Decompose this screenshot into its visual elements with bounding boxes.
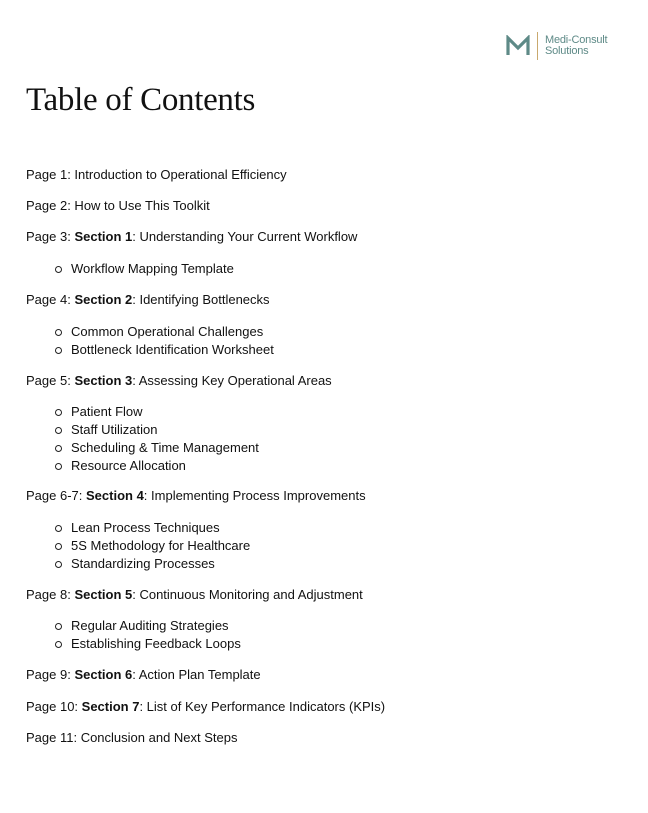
toc-entry-page-11: [26, 729, 606, 747]
toc-entry-section-2: [26, 291, 606, 309]
toc-entry-page: Page 3:: [26, 229, 75, 244]
toc-entry-section-7: [26, 698, 606, 716]
toc-entry-text: : Action Plan Template: [132, 667, 261, 682]
toc-entry-page-1: [26, 166, 606, 184]
toc-entry-text: : List of Key Performance Indicators (KPIs): [139, 699, 386, 714]
toc-entry-page: Page 10:: [26, 699, 82, 714]
toc-entry-text: : Implementing Process Improvements: [143, 488, 366, 503]
toc-entry-section-4: [26, 487, 606, 505]
logo-line-2: Solutions: [545, 45, 589, 57]
toc-sub-item: Regular Auditing Strategies: [26, 617, 606, 635]
toc-sublist-section-1: [26, 260, 606, 278]
toc-entry-text: : Identifying Bottlenecks: [132, 292, 270, 307]
toc-entry-section: Section 2: [74, 292, 133, 307]
toc-entry-text: Page 1: Introduction to Operational Efficiency: [26, 167, 287, 182]
toc-sub-item: Scheduling & Time Management: [26, 439, 606, 457]
toc-entry-text: Page 2: How to Use This Toolkit: [26, 198, 210, 213]
toc-entry-section: Section 5: [74, 587, 133, 602]
toc-sublist-section-4: [26, 519, 606, 573]
toc-sub-item: 5S Methodology for Healthcare: [26, 537, 606, 555]
logo-line-1: Medi-Consult: [545, 34, 608, 46]
toc-entry-section-3: [26, 372, 606, 390]
toc-entry-text: : Continuous Monitoring and Adjustment: [132, 587, 363, 602]
toc-sub-item: Standardizing Processes: [26, 555, 606, 573]
toc-sub-item: Resource Allocation: [26, 457, 606, 475]
toc-sub-item: Lean Process Techniques: [26, 519, 606, 537]
toc-entry-page-2: [26, 197, 606, 215]
toc-entry-section-5: [26, 586, 606, 604]
toc-entry-section: Section 3: [74, 373, 133, 388]
toc-sublist-section-3: [26, 403, 606, 475]
toc-sub-item: Workflow Mapping Template: [26, 260, 606, 278]
toc-entry-page: Page 4:: [26, 292, 75, 307]
logo-wordmark: [545, 35, 607, 57]
toc-entry-page: Page 8:: [26, 587, 75, 602]
toc-entry-text: : Understanding Your Current Workflow: [132, 229, 358, 244]
toc-sub-item: Patient Flow: [26, 403, 606, 421]
toc-sub-item: Common Operational Challenges: [26, 323, 606, 341]
toc-entry-page: Page 9:: [26, 667, 75, 682]
toc-entry-section: Section 6: [74, 667, 133, 682]
toc-entry-section-1: [26, 228, 606, 246]
toc-entry-page: Page 5:: [26, 373, 75, 388]
toc-sublist-section-2: [26, 323, 606, 359]
toc-sub-item: Establishing Feedback Loops: [26, 635, 606, 653]
toc-entry-section-6: [26, 666, 606, 684]
logo-m-icon: [506, 35, 530, 57]
toc-entry-text: : Assessing Key Operational Areas: [132, 373, 332, 388]
table-of-contents: [26, 166, 606, 747]
toc-entry-section: Section 7: [81, 699, 140, 714]
toc-entry-section: Section 4: [86, 488, 144, 503]
page-title: Table of Contents: [26, 82, 256, 118]
toc-sub-item: Staff Utilization: [26, 421, 606, 439]
toc-entry-text: Page 11: Conclusion and Next Steps: [26, 730, 238, 745]
logo-divider: [537, 32, 538, 60]
toc-entry-section: Section 1: [74, 229, 133, 244]
toc-sublist-section-5: [26, 617, 606, 653]
toc-sub-item: Bottleneck Identification Worksheet: [26, 341, 606, 359]
company-logo: [506, 32, 607, 60]
toc-entry-page: Page 6-7:: [26, 488, 86, 503]
